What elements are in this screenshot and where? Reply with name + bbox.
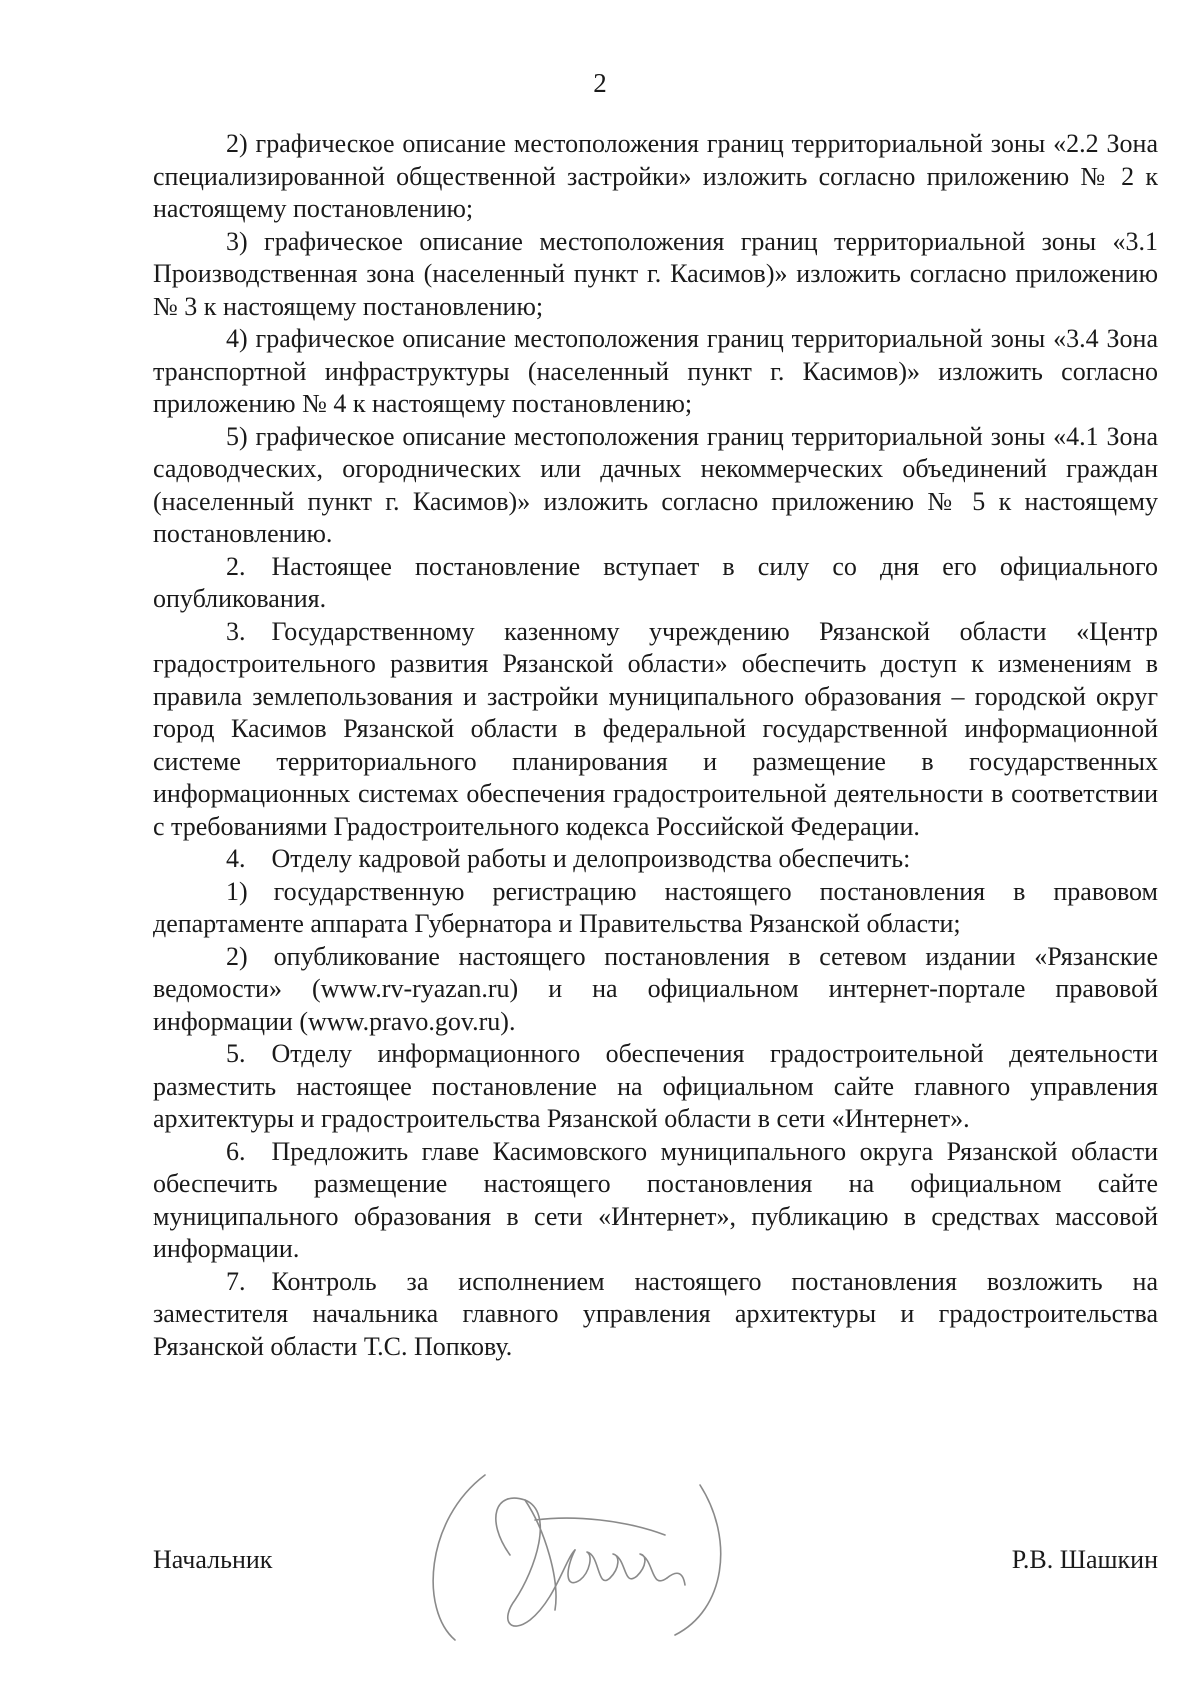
document-body bbox=[153, 128, 1158, 1363]
paragraph-point-2: 2. Настоящее постановление вступает в силу со дня его официального опубликования. bbox=[153, 551, 1158, 613]
paragraph-point-7: 7. Контроль за исполнением настоящего постановления возложить на заместителя начальника главного управления архитектуры и градостроительства Рязанской области Т.С. Попкову. bbox=[153, 1266, 1158, 1361]
signatory-title: Начальник bbox=[153, 1545, 273, 1574]
page-number: 2 bbox=[593, 68, 607, 98]
paragraph-subitem-2: 2) опубликование настоящего постановления в сетевом издании «Рязанские ведомости» (www.rv-ryazan.ru) и на официальном интернет-портале правовой информации (www.pravo.gov.ru). bbox=[153, 941, 1158, 1036]
paragraph-point-4: 4. Отделу кадровой работы и делопроизводства обеспечить: bbox=[226, 844, 911, 873]
paragraph-item-2: 2) графическое описание местоположения границ территориальной зоны «2.2 Зона специализированной общественной застройки» изложить согласно приложению № 2 к настоящему постановлению; bbox=[153, 129, 1158, 223]
paragraph-item-4: 4) графическое описание местоположения границ территориальной зоны «3.4 Зона транспортной инфраструктуры (населенный пункт г. Касимов)» изложить согласно приложению № 4 к настоящему постановлению; bbox=[153, 324, 1158, 418]
paragraph-point-5: 5. Отделу информационного обеспечения градостроительной деятельности разместить настоящее постановление на официальном сайте главного управления архитектуры и градостроительства Рязанской области в сети «Интернет». bbox=[153, 1039, 1158, 1133]
paragraph-point-3: 3. Государственному казенному учреждению Рязанской области «Центр градостроительного развития Рязанской области» обеспечить доступ к изменениям в правила землепользования и застройки муниципального образования – городской округ город Касимов Рязанской области в федеральной государственной информационной системе территориального планирования и размещение в государственных информационных системах обеспечения градостроительной деятельности в соответствии с требованиями Градостроительного кодекса Российской Федерации. bbox=[153, 616, 1158, 841]
signature-block bbox=[153, 1545, 1158, 1585]
paragraph-subitem-1: 1) государственную регистрацию настоящего постановления в правовом департаменте аппарата Губернатора и Правительства Рязанской области; bbox=[153, 876, 1158, 938]
paragraph-item-3: 3) графическое описание местоположения границ территориальной зоны «3.1 Производственная зона (населенный пункт г. Касимов)» изложить согласно приложению № 3 к настоящему постановлению; bbox=[153, 226, 1158, 321]
paragraph-item-5: 5) графическое описание местоположения границ территориальной зоны «4.1 Зона садоводческих, огороднических или дачных некоммерческих объединений граждан (населенный пункт г. Касимов)» изложить согласно приложению № 5 к настоящему постановлению. bbox=[153, 421, 1158, 548]
signatory-name: Р.В. Шашкин bbox=[1011, 1545, 1158, 1574]
paragraph-point-6: 6. Предложить главе Касимовского муниципального округа Рязанской области обеспечить размещение настоящего постановления на официальном сайте муниципального образования в сети «Интернет», публикацию в средствах массовой информации. bbox=[153, 1136, 1158, 1263]
